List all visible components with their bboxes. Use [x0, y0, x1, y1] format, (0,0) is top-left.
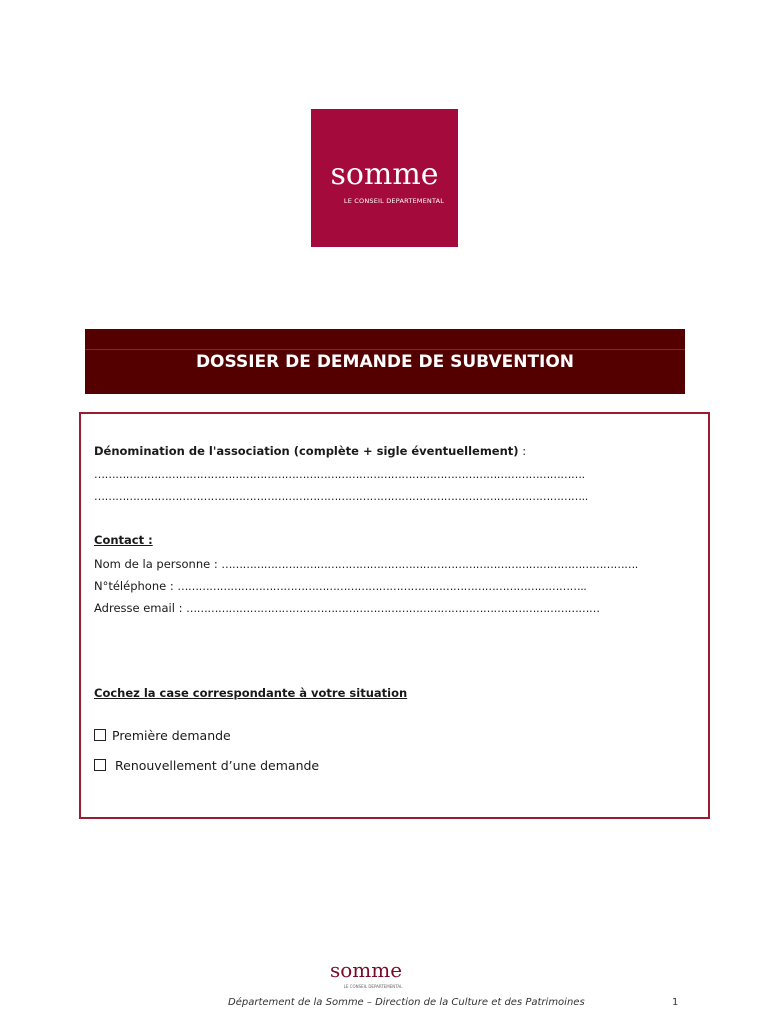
contact-heading: Contact : — [94, 533, 153, 547]
checkbox-renewal[interactable] — [94, 759, 106, 771]
footer-logo-wordmark: somme — [329, 958, 403, 982]
logo-wordmark: somme — [330, 157, 439, 192]
name-label: Nom de la personne : — [94, 557, 222, 571]
somme-logo — [311, 109, 458, 247]
email-label: Adresse email : — [94, 601, 187, 615]
option-renewal[interactable] — [94, 758, 319, 773]
phone-line — [94, 579, 586, 593]
title-band — [85, 329, 685, 394]
email-line — [94, 601, 600, 615]
option-renewal-label: Renouvellement d’une demande — [115, 758, 320, 773]
page-number: 1 — [672, 997, 679, 1008]
footer-text: Département de la Somme – Direction de la Culture et des Patrimoines — [228, 997, 585, 1008]
footer-logo — [320, 958, 412, 992]
association-form — [79, 412, 710, 819]
name-field[interactable]: ………………………………………………………………………………………………………. — [221, 558, 638, 571]
option-first-request[interactable] — [94, 728, 231, 743]
document-title: DOSSIER DE DEMANDE DE SUBVENTION — [195, 352, 575, 372]
name-line — [94, 557, 638, 571]
logo-subtitle: LE CONSEIL DEPARTEMENTAL — [343, 197, 445, 205]
denomination-field-2[interactable]: ………………………………………………………………………………………………………………………….. — [94, 490, 588, 503]
denomination-field-1[interactable]: …………………………………………………………………………………………………………………………. — [94, 468, 585, 481]
title-band-rule — [85, 349, 685, 350]
checkbox-first-request[interactable] — [94, 729, 106, 741]
denomination-line — [94, 444, 526, 458]
phone-field[interactable]: …………………………………………………………………………………………………….. — [177, 580, 587, 593]
email-field[interactable]: ……………………………………………………………………………………………………… — [186, 602, 600, 615]
denomination-colon: : — [518, 444, 527, 458]
footer-logo-subtitle: LE CONSEIL DEPARTEMENTAL — [343, 984, 403, 989]
denomination-label: Dénomination de l'association (complète + sigle éventuellement) — [94, 444, 519, 458]
option-first-request-label: Première demande — [112, 728, 231, 743]
phone-label: N°téléphone : — [94, 579, 178, 593]
situation-heading: Cochez la case correspondante à votre situation — [94, 686, 408, 700]
